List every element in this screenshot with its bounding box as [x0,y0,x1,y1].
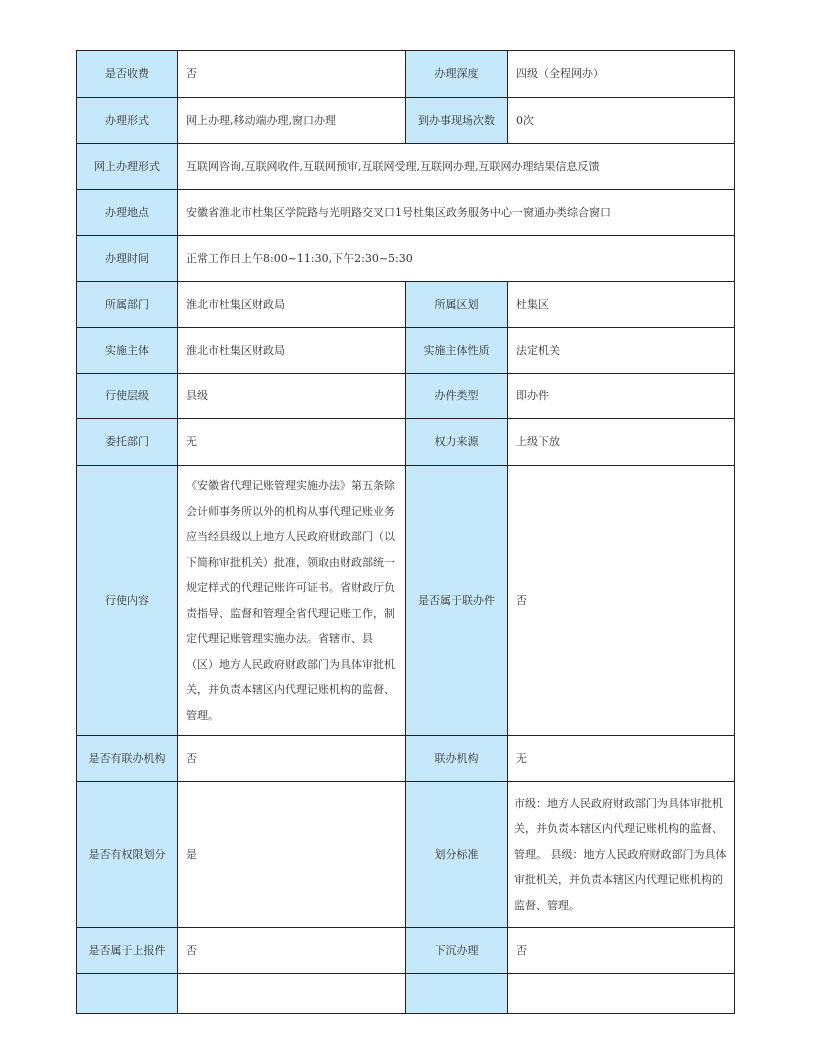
field-label: 办理深度 [406,51,508,98]
field-value: 杜集区 [508,282,735,328]
table-row [77,928,735,974]
field-label: 行使内容 [77,466,178,736]
field-label: 所属区划 [406,282,508,328]
field-label: 权力来源 [406,419,508,466]
field-label: 是否属于联办件 [406,466,508,736]
field-value: 县级 [178,374,406,419]
field-value: 上级下放 [508,419,735,466]
field-label: 所属部门 [77,282,178,328]
table-row [77,974,735,1014]
field-label: 办理形式 [77,98,178,144]
field-value: 正常工作日上午8:00~11:30,下午2:30~5:30 [178,236,735,282]
field-value [178,974,406,1014]
field-label: 实施主体 [77,328,178,374]
field-label: 实施主体性质 [406,328,508,374]
field-value: 0次 [508,98,735,144]
field-label: 联办机构 [406,736,508,782]
table-row [77,736,735,782]
field-value: 否 [178,928,406,974]
table-row [77,51,735,98]
field-label: 是否收费 [77,51,178,98]
field-label: 下沉办理 [406,928,508,974]
field-label: 到办事现场次数 [406,98,508,144]
service-info-table [76,50,735,1014]
field-label: 行使层级 [77,374,178,419]
field-value [508,974,735,1014]
field-label: 划分标准 [406,782,508,928]
field-value: 否 [178,736,406,782]
field-value: 无 [178,419,406,466]
field-label: 网上办理形式 [77,144,178,190]
field-value: 否 [178,51,406,98]
table-row [77,98,735,144]
table-row [77,144,735,190]
field-value: 否 [508,928,735,974]
table-row [77,328,735,374]
table-row [77,419,735,466]
field-value: 安徽省淮北市杜集区学院路与光明路交叉口1号杜集区政务服务中心一窗通办类综合窗口 [178,190,735,236]
field-value: 即办件 [508,374,735,419]
field-label: 办理地点 [77,190,178,236]
field-value: 是 [178,782,406,928]
table-row [77,190,735,236]
table-row [77,236,735,282]
table-row [77,782,735,928]
table-row [77,374,735,419]
field-value: 网上办理,移动端办理,窗口办理 [178,98,406,144]
field-label: 是否属于上报件 [77,928,178,974]
field-value: 市级：地方人民政府财政部门为具体审批机关，并负责本辖区内代理记账机构的监督、管理。 县级：地方人民政府财政部门为具体审批机关，并负责本辖区内代理记账机构的监督、管理。 [508,782,735,928]
field-value: 四级（全程网办） [508,51,735,98]
field-value: 无 [508,736,735,782]
field-value: 淮北市杜集区财政局 [178,282,406,328]
table-row [77,466,735,736]
field-label: 办件类型 [406,374,508,419]
field-label: 办理时间 [77,236,178,282]
field-value: 否 [508,466,735,736]
field-value: 《安徽省代理记账管理实施办法》第五条除会计师事务所以外的机构从事代理记账业务应当经县级以上地方人民政府财政部门（以下简称审批机关）批准，领取由财政部统一规定样式的代理记账许可证书。省财政厅负责指导、监督和管理全省代理记账工作，制定代理记账管理实施办法。省辖市、县（区）地方人民政府财政部门为具体审批机关，并负责本辖区内代理记账机构的监督、管理。 [178,466,406,736]
table-row [77,282,735,328]
field-label: 是否有权限划分 [77,782,178,928]
field-value: 法定机关 [508,328,735,374]
field-value: 互联网咨询,互联网收件,互联网预审,互联网受理,互联网办理,互联网办理结果信息反馈 [178,144,735,190]
field-label [406,974,508,1014]
field-value: 淮北市杜集区财政局 [178,328,406,374]
field-label [77,974,178,1014]
field-label: 是否有联办机构 [77,736,178,782]
field-label: 委托部门 [77,419,178,466]
